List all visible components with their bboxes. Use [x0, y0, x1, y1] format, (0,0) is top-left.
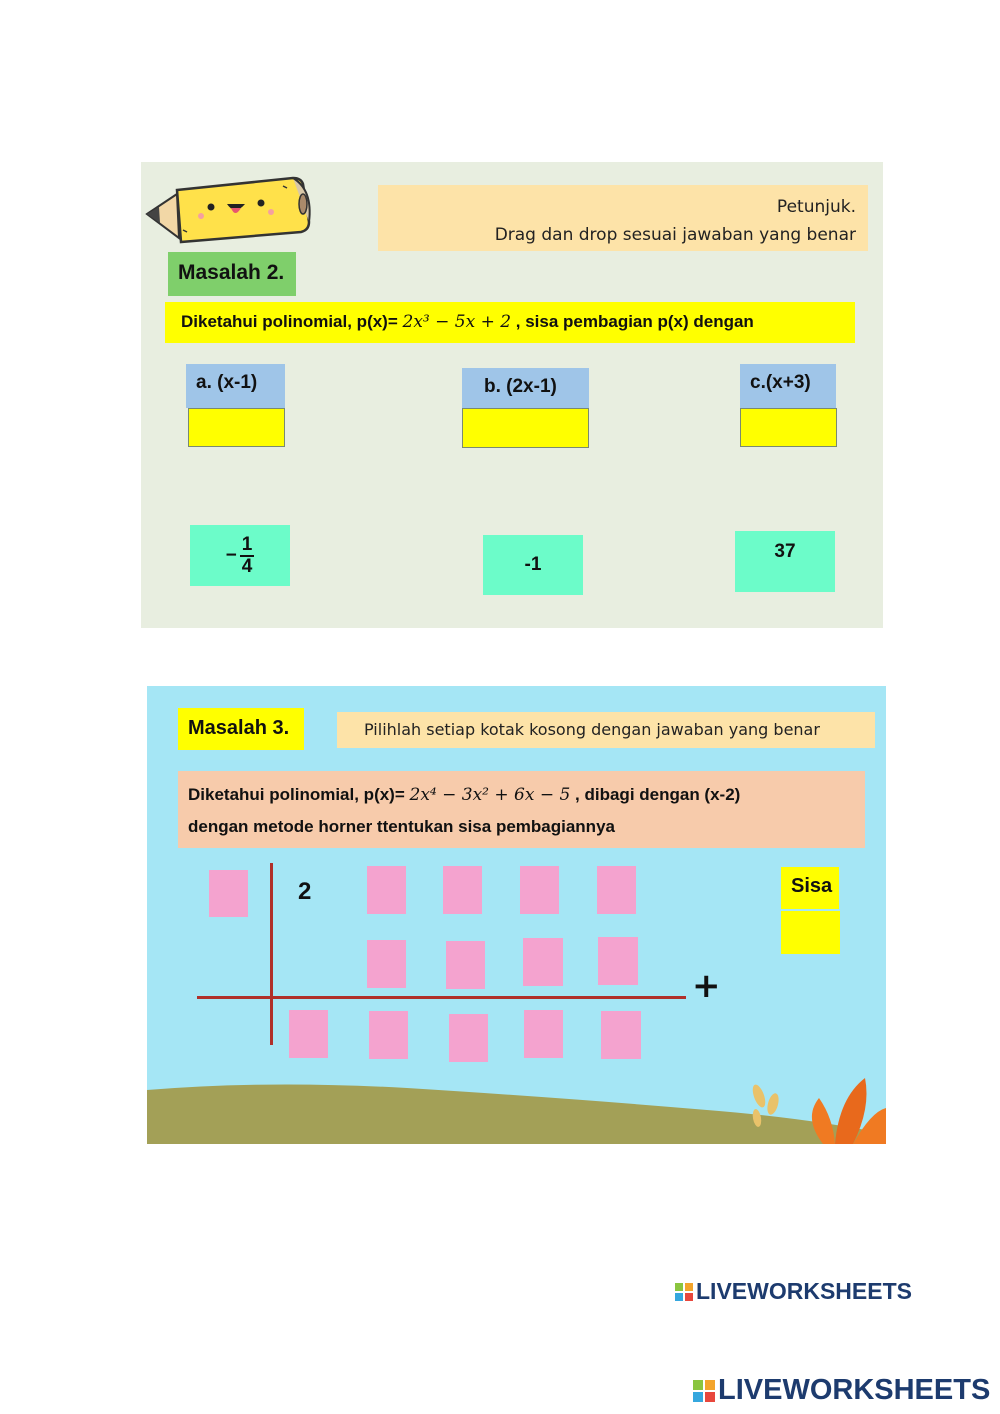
- pencil-mascot-icon: [143, 170, 319, 250]
- masalah-3-instruction: Pilihlah setiap kotak kosong dengan jawaban yang benar: [337, 712, 875, 748]
- horner-coefficient-box[interactable]: [597, 866, 636, 914]
- plus-sign: +: [692, 966, 721, 1006]
- liveworksheets-logo-icon: [675, 1283, 693, 1301]
- instructions-box: [378, 185, 868, 251]
- liveworksheets-logo-icon: [693, 1380, 715, 1402]
- answer-card-neg-one[interactable]: -1: [483, 535, 583, 595]
- problem-suffix: , sisa pembagian p(x) dengan: [511, 312, 754, 331]
- option-a-label: a. (x-1): [186, 364, 285, 408]
- masalah-3-panel: [147, 686, 886, 1144]
- option-b-drop-zone[interactable]: [462, 408, 589, 448]
- plant-leaves-decoration: [743, 1078, 886, 1144]
- horner-horizontal-line: [197, 996, 686, 999]
- polynomial-expression-3: 2x⁴ − 3x² + 6x − 5: [409, 785, 571, 805]
- liveworksheets-logo-text: LIVEWORKSHEETS: [718, 1374, 991, 1406]
- answer-fraction-sign: −: [225, 544, 237, 566]
- horner-result-box[interactable]: [601, 1011, 641, 1059]
- option-c-drop-zone[interactable]: [740, 408, 837, 447]
- option-b-label: b. (2x-1): [462, 368, 589, 408]
- masalah-3-problem: [178, 771, 865, 848]
- liveworksheets-logo-footer[interactable]: [693, 1374, 990, 1407]
- masalah-2-problem: [165, 302, 855, 343]
- horner-coefficient-box[interactable]: [520, 866, 559, 914]
- sisa-answer-box[interactable]: [781, 911, 840, 954]
- problem-line-1: [188, 779, 865, 811]
- sisa-label: Sisa: [781, 867, 839, 909]
- answer-fraction: [240, 535, 255, 577]
- masalah-2-title: Masalah 2.: [168, 252, 296, 296]
- problem-prefix: Diketahui polinomial, p(x)=: [181, 312, 403, 331]
- liveworksheets-logo-text: LIVEWORKSHEETS: [696, 1278, 912, 1304]
- horner-product-box[interactable]: [446, 941, 485, 989]
- problem-line-1-prefix: Diketahui polinomial, p(x)=: [188, 785, 410, 804]
- masalah-3-title: Masalah 3.: [178, 708, 304, 750]
- horner-divisor-box[interactable]: [209, 870, 248, 917]
- horner-product-box[interactable]: [598, 937, 638, 985]
- liveworksheets-logo[interactable]: [675, 1278, 912, 1305]
- instructions-text: Drag dan drop sesuai jawaban yang benar: [494, 225, 856, 245]
- answer-card-fraction[interactable]: [190, 525, 290, 586]
- horner-coefficient-box[interactable]: [367, 866, 406, 914]
- horner-vertical-line: [270, 863, 273, 1045]
- problem-line-2: dengan metode horner ttentukan sisa pembagiannya: [188, 817, 615, 836]
- polynomial-expression: 2x³ − 5x + 2: [402, 312, 512, 332]
- horner-product-box[interactable]: [523, 938, 563, 986]
- horner-result-box[interactable]: [524, 1010, 563, 1058]
- answer-card-37[interactable]: 37: [735, 531, 835, 592]
- horner-result-box[interactable]: [449, 1014, 488, 1062]
- fraction-numerator: 1: [241, 533, 253, 555]
- option-a-drop-zone[interactable]: [188, 408, 285, 447]
- horner-first-coefficient: 2: [298, 878, 312, 905]
- horner-result-box[interactable]: [369, 1011, 408, 1059]
- fraction-denominator: 4: [241, 555, 253, 577]
- horner-coefficient-box[interactable]: [443, 866, 482, 914]
- horner-result-box[interactable]: [289, 1010, 328, 1058]
- instructions-title: Petunjuk.: [776, 197, 856, 217]
- horner-product-box[interactable]: [367, 940, 406, 988]
- problem-line-1-suffix: , dibagi dengan (x-2): [570, 785, 741, 804]
- option-c-label: c.(x+3): [740, 364, 836, 408]
